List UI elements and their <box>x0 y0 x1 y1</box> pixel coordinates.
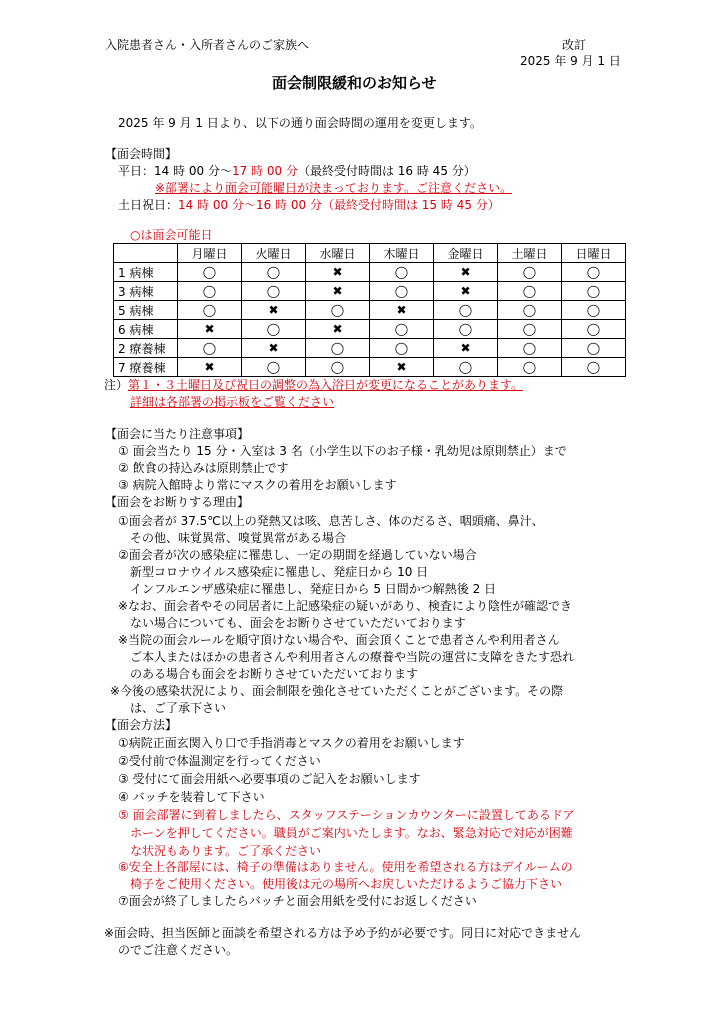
day-header: 月曜日 <box>178 244 242 263</box>
availability-mark: ◯ <box>498 301 562 320</box>
table-row <box>114 301 626 320</box>
hours-heading: 【面会時間】 <box>105 147 178 161</box>
availability-mark: ◯ <box>498 320 562 339</box>
availability-mark: ◯ <box>434 320 498 339</box>
refusal-line: ない場合についても、面会をお断りさせていただいております <box>130 616 466 630</box>
availability-mark: ◯ <box>562 358 626 377</box>
day-header: 火曜日 <box>242 244 306 263</box>
day-header: 金曜日 <box>434 244 498 263</box>
refusal-line: ②面会者が次の感染症に罹患し、一定の期間を経過していない場合 <box>118 548 477 562</box>
table-corner-cell <box>114 244 178 263</box>
table-row <box>114 339 626 358</box>
availability-mark: ◯ <box>178 339 242 358</box>
availability-mark: ◯ <box>178 263 242 282</box>
refusal-line: ※なお、面会者やその同居者に上記感染症の疑いがあり、検査により陰性が確認でき <box>118 599 573 613</box>
holiday-label: 土日祝日： <box>118 198 179 212</box>
ward-name: 6 病棟 <box>114 320 178 339</box>
table-note-line1: 第１・３土曜日及び祝日の調整の為入浴日が変更になることがあります。 <box>128 378 524 392</box>
table-row <box>114 320 626 339</box>
availability-mark: ✖ <box>306 263 370 282</box>
notice-date: 2025 年 9 月 1 日 <box>520 54 621 68</box>
method-line: ⑥安全上各部屋には、椅子の準備はありません。使用を希望される方はデイルームの <box>118 860 573 874</box>
availability-mark: ◯ <box>370 339 434 358</box>
refusal-line: ※今後の感染状況により、面会制限を強化させていただくことがございます。その際 <box>110 684 564 698</box>
availability-mark: ◯ <box>306 358 370 377</box>
availability-mark: ◯ <box>370 282 434 301</box>
availability-mark: ◯ <box>562 282 626 301</box>
availability-mark: ◯ <box>498 282 562 301</box>
availability-mark: ◯ <box>562 263 626 282</box>
availability-mark: ✖ <box>242 339 306 358</box>
availability-mark: ✖ <box>178 320 242 339</box>
precautions-heading: 【面会に当たり注意事項】 <box>105 427 250 441</box>
availability-table <box>113 243 626 377</box>
revision-label: 改訂 <box>562 38 587 52</box>
availability-mark: ◯ <box>498 358 562 377</box>
method-line: ⑤ 面会部署に到着しましたら、スタッフステーションカウンターに設置してあるドア <box>118 808 575 822</box>
refusal-line: ご本人またはほかの患者さんや利用者さんの療養や当院の運営に支障をきたす恐れ <box>130 650 575 664</box>
method-line: ホーンを押してください。職員がご案内いたします。なお、緊急対応で対応が困難 <box>130 826 573 840</box>
availability-mark: ◯ <box>178 301 242 320</box>
refusal-line: 新型コロナウイルス感染症に罹患し、発症日から 10 日 <box>130 565 429 579</box>
weekday-label: 平日：14 時 00 分～ <box>118 164 232 178</box>
availability-mark: ✖ <box>434 339 498 358</box>
ward-name: 7 療養棟 <box>114 358 178 377</box>
refusal-heading: 【面会をお断りする理由】 <box>105 495 250 509</box>
availability-mark: ✖ <box>434 282 498 301</box>
availability-mark: ✖ <box>242 301 306 320</box>
availability-mark: ◯ <box>242 263 306 282</box>
refusal-line: ※当院の面会ルールを順守頂けない場合や、面会頂くことで患者さんや利用者さん <box>118 633 560 647</box>
method-line: ⑦面会が終了しましたらバッチと面会用紙を受付にお返しください <box>118 894 477 908</box>
availability-mark: ◯ <box>562 339 626 358</box>
footer-note-line1: ※面会時、担当医師と面談を希望される方は予め予約が必要です。同日に対応できません <box>104 926 582 940</box>
precaution-item: ① 面会当たり 15 分・入室は 3 名（小学生以下のお子様・乳幼児は原則禁止）まで <box>118 444 567 458</box>
method-line: ①病院正面玄関入り口で手指消毒とマスクの着用をお願いします <box>118 736 465 750</box>
day-header: 木曜日 <box>370 244 434 263</box>
availability-mark: ◯ <box>498 339 562 358</box>
availability-legend: ○は面会可能日 <box>130 228 213 242</box>
method-line: ②受付前で体温測定を行ってください <box>118 754 321 768</box>
table-note-line2: 詳細は各部署の掲示板をご覧ください <box>130 395 335 409</box>
table-note <box>104 376 523 394</box>
refusal-line: は、ご了承下さい <box>130 701 227 715</box>
availability-mark: ✖ <box>370 358 434 377</box>
method-heading: 【面会方法】 <box>105 718 178 732</box>
table-row <box>114 263 626 282</box>
refusal-line: ①面会者が 37.5℃以上の発熱又は咳、息苦しさ、体のだるさ、咽頭痛、鼻汁、 <box>118 514 544 528</box>
availability-mark: ✖ <box>306 320 370 339</box>
availability-mark: ✖ <box>306 282 370 301</box>
method-line: ③ 受付にて面会用紙へ必要事項のご記入をお願いします <box>118 772 421 786</box>
weekday-note: （最終受付時間は 16 時 45 分） <box>297 164 476 178</box>
precaution-item: ③ 病院入館時より常にマスクの着用をお願いします <box>118 478 397 492</box>
availability-mark: ◯ <box>306 339 370 358</box>
availability-mark: ◯ <box>434 301 498 320</box>
table-row <box>114 358 626 377</box>
refusal-line: インフルエンザ感染症に罹患し、発症日から 5 日間かつ解熱後 2 日 <box>130 582 497 596</box>
day-header: 水曜日 <box>306 244 370 263</box>
refusal-line: その他、味覚異常、嗅覚異常がある場合 <box>130 531 347 545</box>
availability-mark: ◯ <box>434 358 498 377</box>
ward-name: 1 病棟 <box>114 263 178 282</box>
availability-mark: ◯ <box>562 320 626 339</box>
day-header: 日曜日 <box>562 244 626 263</box>
weekday-hours <box>118 162 476 180</box>
availability-mark: ◯ <box>178 282 242 301</box>
ward-name: 2 療養棟 <box>114 339 178 358</box>
page-title: 面会制限緩和のお知らせ <box>272 74 437 92</box>
table-row <box>114 282 626 301</box>
intro-text: 2025 年 9 月 1 日より、以下の通り面会時間の運用を変更します。 <box>118 116 482 130</box>
holiday-time: 14 時 00 分～16 時 00 分（最終受付時間は 15 時 45 分） <box>178 198 500 212</box>
method-line: な状況もあります。ご了承ください <box>130 844 322 858</box>
table-note-prefix: 注） <box>104 378 129 392</box>
availability-mark: ✖ <box>370 301 434 320</box>
ward-name: 3 病棟 <box>114 282 178 301</box>
availability-mark: ◯ <box>242 320 306 339</box>
method-line: 椅子をご使用ください。使用後は元の場所へお戻しいただけるようご協力下さい <box>130 877 563 891</box>
method-line: ④ バッチを装着して下さい <box>118 790 265 804</box>
refusal-line: のある場合も面会をお断りさせていただいております <box>130 667 419 681</box>
availability-mark: ◯ <box>306 301 370 320</box>
precaution-item: ② 飲食の持込みは原則禁止です <box>118 461 289 475</box>
holiday-hours <box>118 196 500 214</box>
availability-mark: ✖ <box>178 358 242 377</box>
footer-note-line2: のでご注意ください。 <box>118 943 239 957</box>
day-header: 土曜日 <box>498 244 562 263</box>
ward-name: 5 病棟 <box>114 301 178 320</box>
availability-mark: ✖ <box>434 263 498 282</box>
weekday-end-time: 17 時 00 分 <box>231 164 298 178</box>
availability-mark: ◯ <box>370 320 434 339</box>
table-header-row <box>114 244 626 263</box>
availability-mark: ◯ <box>242 358 306 377</box>
availability-mark: ◯ <box>242 282 306 301</box>
availability-mark: ◯ <box>370 263 434 282</box>
addressee: 入院患者さん・入所者さんのご家族へ <box>105 38 310 52</box>
availability-mark: ◯ <box>498 263 562 282</box>
availability-mark: ◯ <box>562 301 626 320</box>
weekday-warning: ※部署により面会可能曜日が決まっております。ご注意ください。 <box>155 181 513 195</box>
